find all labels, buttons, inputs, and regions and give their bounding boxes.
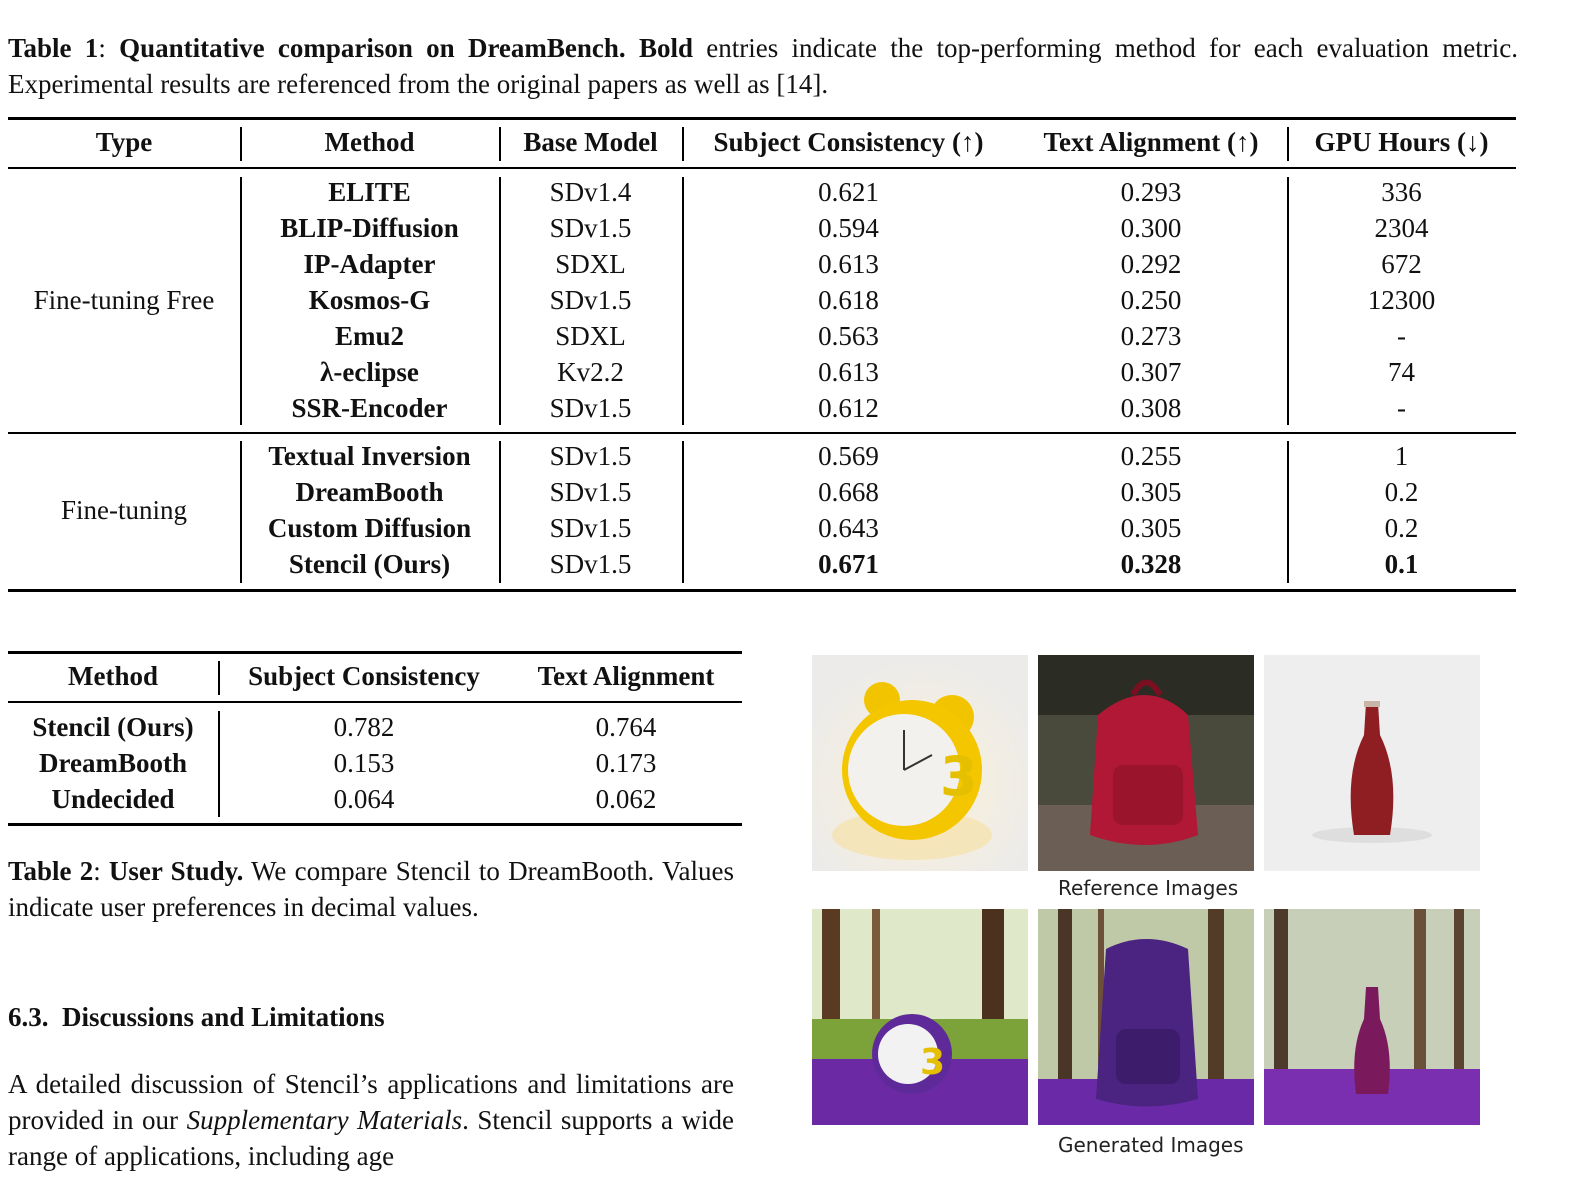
- t1-group1-type: Fine-tuning Free: [33, 285, 215, 315]
- para-part1: A detailed discussion of Stencil’s applications and limitations are provided in our: [8, 1069, 734, 1135]
- t1-ta: 0.307: [1120, 357, 1182, 387]
- table1-caption-title: Quantitative comparison on DreamBench.: [119, 33, 626, 63]
- t2-method: Undecided: [51, 784, 175, 814]
- t1-base: SDXL: [555, 321, 626, 351]
- table1-caption: Table 1: Quantitative comparison on DreamBench. Bold entries indicate the top-performing method for each evaluation metric. Experimental results are referenced from the original papers as well as [14].: [8, 33, 1518, 99]
- section-title: Discussions and Limitations: [62, 1002, 385, 1032]
- t1-method: IP-Adapter: [303, 249, 436, 279]
- t2-sc: 0.064: [333, 784, 395, 814]
- t1-base: SDv1.5: [549, 393, 632, 423]
- t1-base: SDv1.5: [549, 213, 632, 243]
- t1-header-ta: Text Alignment (↑): [1043, 127, 1259, 157]
- t1-base: SDv1.5: [549, 549, 632, 579]
- t1-ta: 0.305: [1120, 477, 1182, 507]
- t2-ta: 0.062: [595, 784, 657, 814]
- t1-ta: 0.305: [1120, 513, 1182, 543]
- svg-text:3: 3: [920, 1042, 946, 1083]
- t1-base: SDv1.5: [549, 477, 632, 507]
- reference-image-vase: [1264, 655, 1480, 871]
- t2-header-sc: Subject Consistency: [248, 661, 480, 691]
- t1-gpu: -: [1397, 321, 1406, 351]
- t1-method: DreamBooth: [295, 477, 444, 507]
- t2-ta: 0.173: [595, 748, 657, 778]
- t1-base: SDv1.5: [549, 513, 632, 543]
- generated-image-backpack: [1038, 909, 1254, 1125]
- t1-sc: 0.612: [818, 393, 879, 423]
- reference-image-backpack: [1038, 655, 1254, 871]
- t1-sc: 0.621: [818, 177, 879, 207]
- t1-ta: 0.293: [1120, 177, 1182, 207]
- t1-base: Kv2.2: [557, 357, 624, 387]
- t2-sc: 0.153: [333, 748, 395, 778]
- t1-gpu: 0.2: [1384, 477, 1419, 507]
- reference-images-label: Reference Images: [1058, 876, 1239, 900]
- t1-method: Textual Inversion: [268, 441, 471, 471]
- t1-group2-type: Fine-tuning: [61, 495, 187, 525]
- t1-gpu: 672: [1381, 249, 1422, 279]
- t1-ta: 0.300: [1120, 213, 1182, 243]
- t1-ta: 0.308: [1120, 393, 1182, 423]
- t1-ta: 0.273: [1120, 321, 1182, 351]
- table1: [8, 117, 1516, 593]
- t1-header-sc: Subject Consistency (↑): [713, 127, 984, 157]
- t1-gpu: 2304: [1374, 213, 1429, 243]
- generated-images-label: Generated Images: [1058, 1133, 1244, 1157]
- t1-gpu: -: [1397, 393, 1406, 423]
- t1-sc: 0.668: [818, 477, 879, 507]
- svg-text:3: 3: [940, 745, 978, 808]
- section-heading: [8, 999, 385, 1035]
- t1-base: SDXL: [555, 249, 626, 279]
- t1-base: SDv1.4: [549, 177, 632, 207]
- t1-header-gpu: GPU Hours (↓): [1314, 127, 1489, 157]
- t1-method: BLIP-Diffusion: [280, 213, 459, 243]
- para-part2: . Stencil supports a wide range of applications, including age: [8, 1105, 734, 1171]
- table2-caption: Table 2: User Study. We compare Stencil to DreamBooth. Values indicate user preferences in decimal values.: [8, 856, 734, 922]
- t1-method: SSR-Encoder: [291, 393, 448, 423]
- table2-caption-title: User Study.: [108, 856, 244, 886]
- t2-sc: 0.782: [333, 712, 395, 742]
- generated-image-clock: [812, 909, 1028, 1125]
- t2-method: DreamBooth: [39, 748, 187, 778]
- para-italic: Supplementary Materials: [186, 1105, 463, 1135]
- t1-gpu: 0.2: [1384, 513, 1419, 543]
- t1-sc: 0.671: [818, 549, 879, 579]
- body-paragraph: [8, 1066, 734, 1174]
- table2: [8, 651, 742, 827]
- t1-gpu: 336: [1381, 177, 1422, 207]
- t1-ta: 0.292: [1120, 249, 1182, 279]
- table2-caption-rest: We compare Stencil to DreamBooth. Values indicate user preferences in decimal values.: [8, 856, 734, 922]
- t2-header-ta: Text Alignment: [537, 661, 715, 691]
- t1-sc: 0.618: [818, 285, 879, 315]
- t1-sc: 0.563: [818, 321, 879, 351]
- reference-image-clock: [812, 655, 1028, 871]
- t1-sc: 0.569: [818, 441, 879, 471]
- t1-gpu: 12300: [1367, 285, 1436, 315]
- table1-caption-rest: entries indicate the top-performing method for each evaluation metric. Experimental results are referenced from the original papers as well as [14].: [8, 33, 1518, 99]
- t1-method: Emu2: [334, 321, 405, 351]
- t1-method: λ-eclipse: [320, 357, 419, 387]
- t1-method: Kosmos-G: [308, 285, 431, 315]
- t1-sc: 0.643: [818, 513, 879, 543]
- table1-caption-bold: Bold: [638, 33, 693, 63]
- table1-caption-label: Table 1: [8, 33, 99, 63]
- t1-header-method: Method: [324, 127, 415, 157]
- t2-ta: 0.764: [595, 712, 657, 742]
- t1-method: Stencil (Ours): [288, 549, 451, 579]
- t2-header-method: Method: [68, 661, 158, 691]
- t1-header-base: Base Model: [523, 127, 658, 157]
- t1-ta: 0.255: [1120, 441, 1182, 471]
- t1-gpu: 1: [1394, 441, 1409, 471]
- t1-gpu: 0.1: [1384, 549, 1419, 579]
- t1-base: SDv1.5: [549, 441, 632, 471]
- table2-caption-label: Table 2: [8, 856, 94, 886]
- t1-base: SDv1.5: [549, 285, 632, 315]
- t1-ta: 0.328: [1120, 549, 1182, 579]
- t2-method: Stencil (Ours): [32, 712, 194, 742]
- t1-method: ELITE: [328, 177, 411, 207]
- section-number: 6.3.: [8, 1002, 49, 1032]
- t1-gpu: 74: [1388, 357, 1415, 387]
- generated-image-vase: [1264, 909, 1480, 1125]
- t1-method: Custom Diffusion: [267, 513, 472, 543]
- t1-sc: 0.613: [818, 249, 879, 279]
- t1-sc: 0.613: [818, 357, 879, 387]
- t1-ta: 0.250: [1120, 285, 1182, 315]
- t1-sc: 0.594: [818, 213, 879, 243]
- t1-header-type: Type: [95, 127, 153, 157]
